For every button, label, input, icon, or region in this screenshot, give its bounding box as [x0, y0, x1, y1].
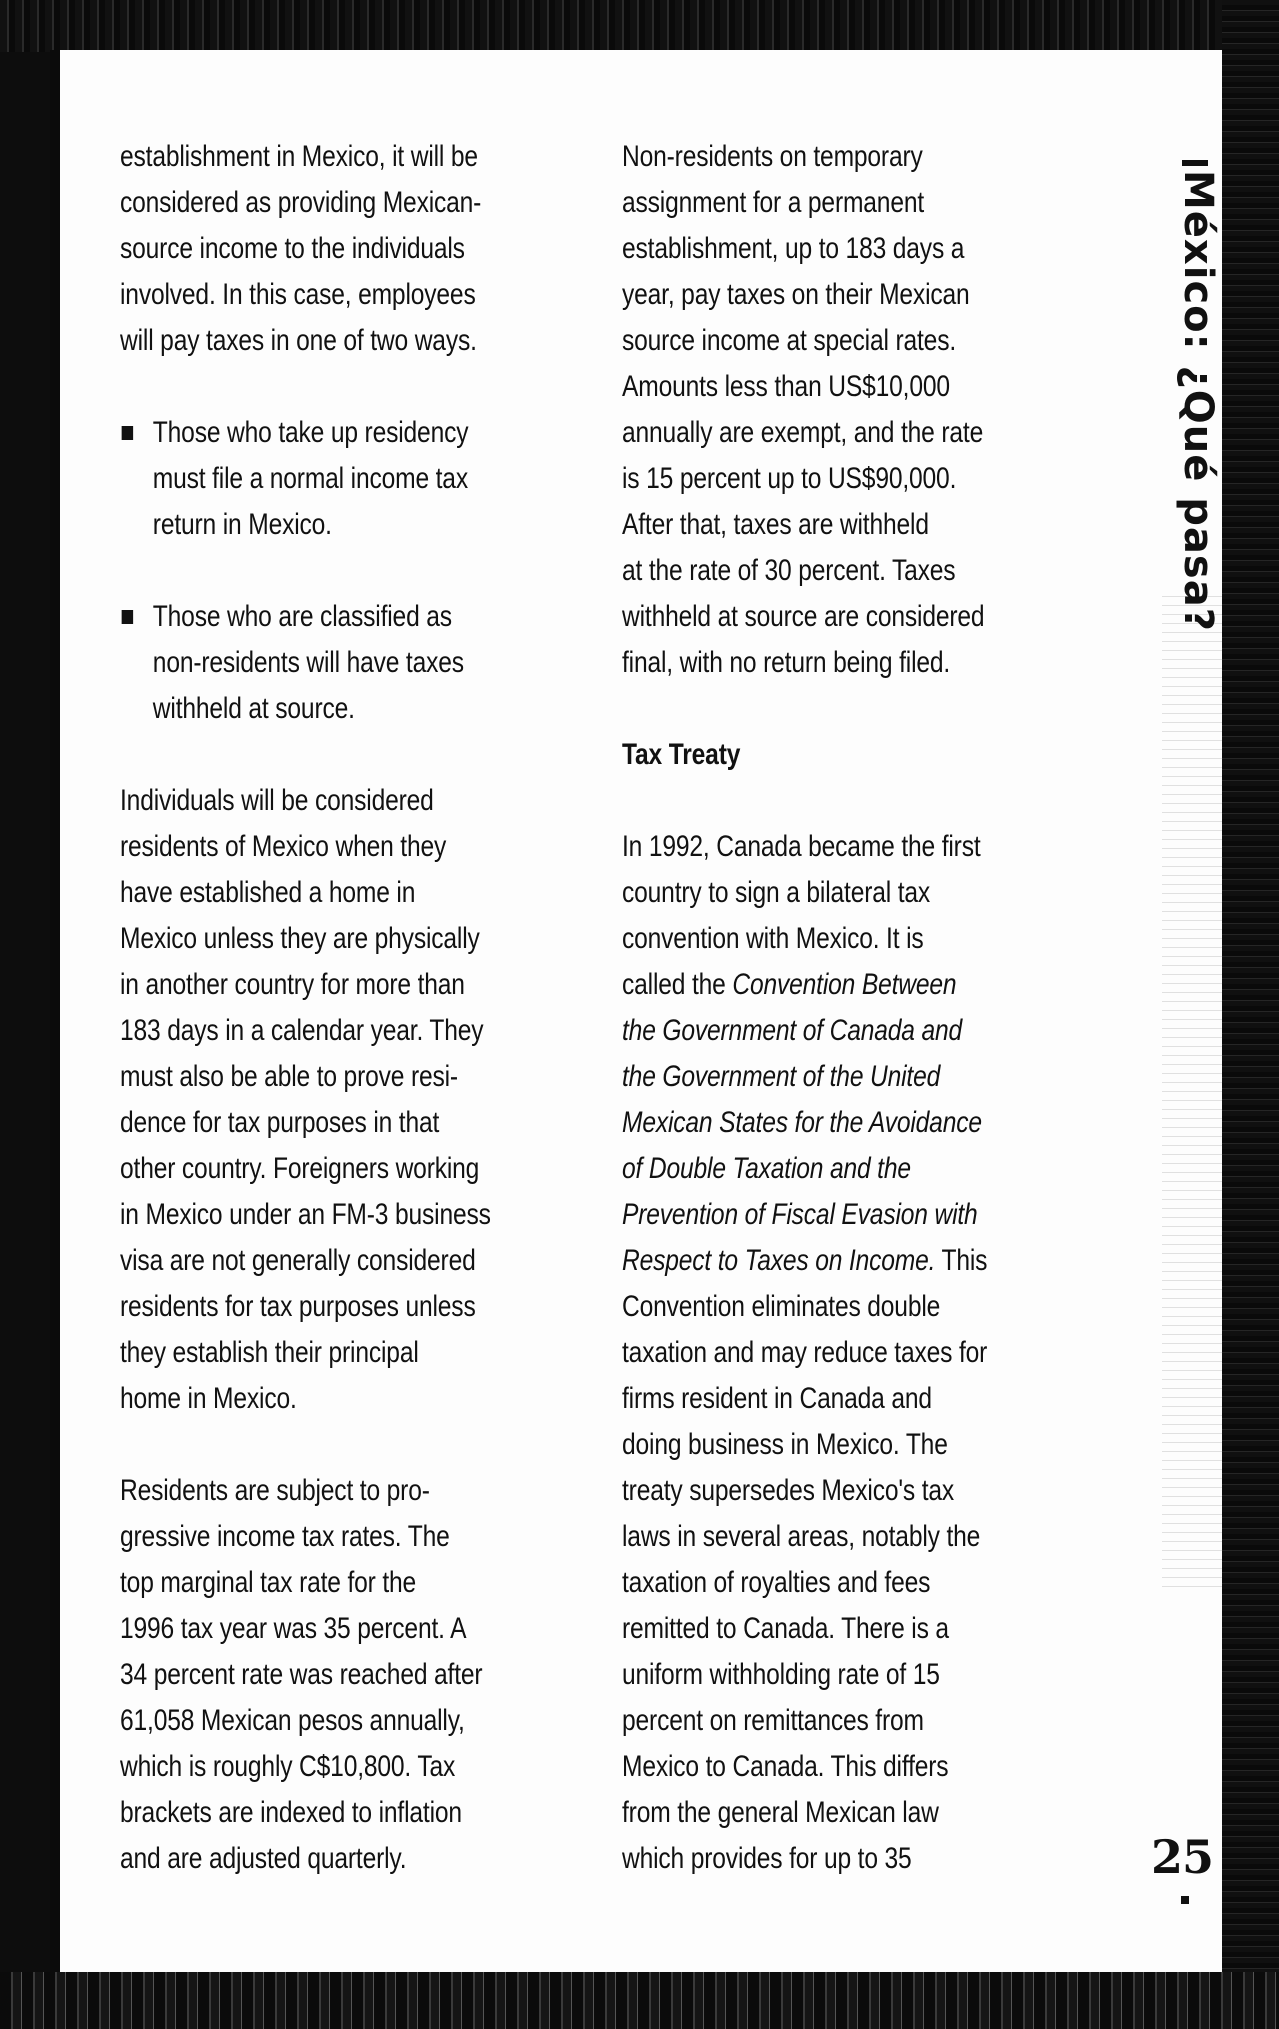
text-line: gressive income tax rates. The: [120, 1520, 450, 1553]
text-line: in Mexico under an FM-3 business: [120, 1198, 491, 1231]
text-line: in another country for more than: [120, 968, 465, 1001]
text-line: top marginal tax rate for the: [120, 1566, 417, 1599]
text-line: withheld at source.: [152, 692, 355, 725]
page-edge-texture: [1162, 590, 1222, 1590]
text-line: country to sign a bilateral tax: [622, 876, 931, 909]
text-line: have established a home in: [120, 876, 416, 909]
text-line: withheld at source are considered: [622, 600, 985, 633]
text-line: residents of Mexico when they: [120, 830, 447, 863]
text-line: involved. In this case, employees: [120, 278, 476, 311]
text-line: will pay taxes in one of two ways.: [120, 324, 477, 357]
page-gutter-edge: [50, 50, 60, 1972]
text-line: Those who take up residency: [152, 416, 469, 449]
text-line: Non-residents on temporary: [622, 140, 923, 173]
text-line: 61,058 Mexican pesos annually,: [120, 1704, 465, 1737]
text-line: home in Mexico.: [120, 1382, 297, 1415]
convention-title-run: Convention Between: [732, 968, 957, 1001]
tax-rates-paragraph: [120, 1468, 587, 1882]
text-line: at the rate of 30 percent. Taxes: [622, 554, 956, 587]
text-line: year, pay taxes on their Mexican: [622, 278, 970, 311]
square-bullet-icon: [122, 426, 133, 440]
text-line: Those who are classified as: [152, 600, 452, 633]
convention-title-line: of Double Taxation and the: [622, 1152, 911, 1185]
text-run: This: [935, 1244, 988, 1277]
text-line: firms resident in Canada and: [622, 1382, 932, 1415]
text-line: other country. Foreigners working: [120, 1152, 480, 1185]
convention-title-line: Mexican States for the Avoidance: [622, 1106, 982, 1139]
text-run: called the: [622, 968, 733, 1001]
book-page: [50, 50, 1222, 1972]
text-line: Individuals will be considered: [120, 784, 434, 817]
page-number-mark: [1181, 1896, 1189, 1904]
text-line: source income at special rates.: [622, 324, 957, 357]
bullet-item-non-residents: [120, 594, 587, 732]
text-line: annually are exempt, and the rate: [622, 416, 984, 449]
text-line: must also be able to prove resi-: [120, 1060, 458, 1093]
scan-border-right: [1222, 0, 1279, 2029]
running-head: México: ¿Qué pasa?: [1175, 170, 1221, 632]
text-line: must file a normal income tax: [152, 462, 468, 495]
non-resident-paragraph: [622, 134, 1106, 686]
text-line: In 1992, Canada became the first: [622, 830, 981, 863]
text-line: Mexico to Canada. This differs: [622, 1750, 949, 1783]
text-line: visa are not generally considered: [120, 1244, 476, 1277]
section-heading-tax-treaty: Tax Treaty: [622, 738, 741, 771]
text-line: establishment in Mexico, it will be: [120, 140, 478, 173]
tax-treaty-paragraph: [622, 824, 1106, 1882]
text-line: uniform withholding rate of 15: [622, 1658, 940, 1691]
text-line: from the general Mexican law: [622, 1796, 939, 1829]
text-line: Amounts less than US$10,000: [622, 370, 950, 403]
text-line: assignment for a permanent: [622, 186, 925, 219]
text-line: final, with no return being filed.: [622, 646, 951, 679]
text-line: laws in several areas, notably the: [622, 1520, 981, 1553]
text-line: which is roughly C$10,800. Tax: [120, 1750, 456, 1783]
text-line: [622, 962, 1106, 1008]
right-column: [622, 134, 1106, 1928]
scan-border-top: [0, 0, 1279, 52]
bullet-item-residents: [120, 410, 587, 548]
square-bullet-icon: [122, 610, 133, 624]
text-line: taxation and may reduce taxes for: [622, 1336, 988, 1369]
text-line: they establish their principal: [120, 1336, 419, 1369]
text-line: return in Mexico.: [152, 508, 332, 541]
text-line: taxation of royalties and fees: [622, 1566, 931, 1599]
text-line: dence for tax purposes in that: [120, 1106, 440, 1139]
text-line: brackets are indexed to inflation: [120, 1796, 462, 1829]
text-line: non-residents will have taxes: [152, 646, 464, 679]
text-line: treaty supersedes Mexico's tax: [622, 1474, 955, 1507]
text-line: residents for tax purposes unless: [120, 1290, 476, 1323]
text-line: considered as providing Mexican-: [120, 186, 482, 219]
convention-title-line: the Government of the United: [622, 1060, 941, 1093]
text-line: and are adjusted quarterly.: [120, 1842, 407, 1875]
taxpayer-bullet-list: [120, 410, 587, 732]
text-line: After that, taxes are withheld: [622, 508, 929, 541]
text-line: doing business in Mexico. The: [622, 1428, 948, 1461]
text-line: convention with Mexico. It is: [622, 922, 924, 955]
text-line: is 15 percent up to US$90,000.: [622, 462, 957, 495]
convention-title-line: the Government of Canada and: [622, 1014, 963, 1047]
text-line: 1996 tax year was 35 percent. A: [120, 1612, 467, 1645]
text-line: remitted to Canada. There is a: [622, 1612, 949, 1645]
running-head-rule: [1182, 160, 1208, 166]
text-line: Mexico unless they are physically: [120, 922, 480, 955]
text-line: 183 days in a calendar year. They: [120, 1014, 484, 1047]
text-line: establishment, up to 183 days a: [622, 232, 965, 265]
left-column: [120, 134, 587, 1928]
text-line: 34 percent rate was reached after: [120, 1658, 483, 1691]
text-line: Convention eliminates double: [622, 1290, 941, 1323]
text-line: Residents are subject to pro-: [120, 1474, 430, 1507]
text-line: source income to the individuals: [120, 232, 465, 265]
scan-border-bottom: [0, 1972, 1279, 2029]
page-number: 25: [1151, 1830, 1214, 1884]
convention-title-line: Prevention of Fiscal Evasion with: [622, 1198, 978, 1231]
convention-title-run: Respect to Taxes on Income.: [622, 1244, 936, 1277]
text-line: [622, 1238, 1106, 1284]
text-line: percent on remittances from: [622, 1704, 924, 1737]
intro-paragraph: [120, 134, 587, 364]
residency-paragraph: [120, 778, 587, 1422]
text-line: which provides for up to 35: [622, 1842, 912, 1875]
